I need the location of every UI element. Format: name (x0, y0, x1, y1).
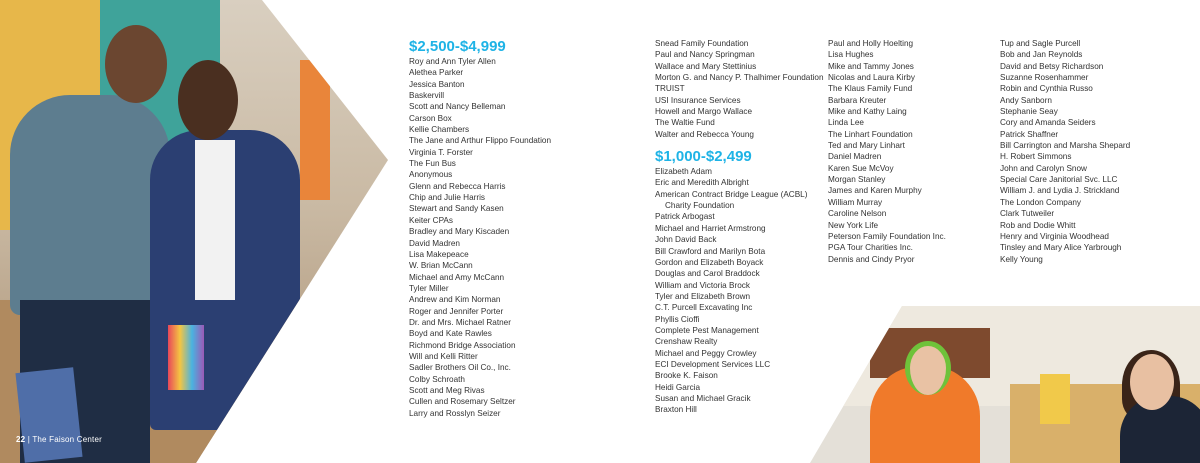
donor-name: Lisa Makepeace (409, 249, 469, 259)
donor-name: Robin and Cynthia Russo (1000, 84, 1093, 94)
classroom-chair (1040, 374, 1070, 424)
photo-teacher-head (1130, 354, 1174, 410)
donor-name: Alethea Parker (409, 68, 464, 78)
donor-name: Eric and Meredith Albright (655, 178, 749, 188)
donor-name: Chip and Julie Harris (409, 193, 485, 203)
donor-name: Karen Sue McVoy (828, 163, 894, 173)
photo-person-man-head (105, 25, 167, 103)
donor-name: Paul and Holly Hoelting (828, 39, 914, 48)
donor-name: Kelly Young (1000, 254, 1043, 264)
donor-name: Gordon and Elizabeth Boyack (655, 257, 764, 267)
donor-name: Tup and Sagle Purcell (1000, 39, 1081, 48)
donor-name: Keiter CPAs (409, 215, 453, 225)
donor-name: Roger and Jennifer Porter (409, 306, 504, 316)
donor-name: Henry and Virginia Woodhead (1000, 231, 1109, 241)
donor-name: Phyllis Cioffi (655, 314, 700, 324)
donor-list-col4 (1000, 38, 1130, 265)
donor-name: Walter and Rebecca Young (655, 129, 754, 139)
donor-name: Kellie Chambers (409, 125, 470, 135)
donor-name: William J. and Lydia J. Strickland (1000, 186, 1120, 196)
donor-name: Stewart and Sandy Kasen (409, 204, 504, 214)
donor-name: Scott and Nancy Belleman (409, 102, 506, 112)
donor-name: H. Robert Simmons (1000, 152, 1072, 162)
donor-name: The Jane and Arthur Flippo Foundation (409, 136, 552, 146)
graduation-photo (0, 0, 390, 463)
rainbow-gift-bag (168, 325, 204, 390)
page-footer (16, 435, 102, 444)
donor-name: Snead Family Foundation (655, 39, 749, 48)
donor-name: Susan and Michael Gracik (655, 393, 751, 403)
donor-name: Howell and Margo Wallace (655, 107, 753, 117)
donor-name: Braxton Hill (655, 405, 697, 415)
donor-name: Michael and Peggy Crowley (655, 348, 757, 358)
donor-name: Barbara Kreuter (828, 95, 887, 105)
donor-name: Will and Kelli Ritter (409, 351, 478, 361)
donor-name: Andy Sanborn (1000, 95, 1052, 105)
donor-name: Heidi Garcia (655, 382, 701, 392)
org-name: The Faison Center (32, 435, 102, 444)
donor-name: Tyler Miller (409, 283, 449, 293)
donor-name: Wallace and Mary Stettinius (655, 61, 757, 71)
donor-name: Linda Lee (828, 118, 864, 128)
donor-name: Virginia T. Forster (409, 147, 473, 157)
donor-name: Sadler Brothers Oil Co., Inc. (409, 363, 511, 373)
donor-name: Mike and Tammy Jones (828, 61, 914, 71)
donor-column-1 (409, 38, 551, 419)
donor-name: Richmond Bridge Association (409, 340, 516, 350)
donor-name: TRUIST (655, 84, 685, 94)
donor-name: Douglas and Carol Braddock (655, 269, 760, 279)
donor-name: Glenn and Rebecca Harris (409, 181, 506, 191)
donor-column-4 (1000, 38, 1130, 265)
donor-name: John David Back (655, 235, 717, 245)
donor-name: Elizabeth Adam (655, 167, 712, 177)
donor-name: Clark Tutweiler (1000, 209, 1055, 219)
donor-name: Larry and Rosslyn Seizer (409, 408, 501, 418)
donor-name: Crenshaw Realty (655, 337, 718, 347)
page-number: 22 (16, 435, 26, 444)
donor-name: Cullen and Rosemary Seltzer (409, 397, 516, 407)
classroom-photo (810, 306, 1200, 463)
donor-list-col2-top (655, 38, 824, 140)
donor-name: Charity Foundation (665, 201, 735, 211)
photo-person-graduate-head (178, 60, 238, 140)
donor-list-col3 (828, 38, 946, 265)
footer-divider: | (27, 435, 31, 444)
donor-name: William Murray (828, 197, 883, 207)
donor-name: Ted and Mary Linhart (828, 141, 905, 151)
donor-name: Roy and Ann Tyler Allen (409, 57, 496, 66)
donor-name: Anonymous (409, 170, 453, 180)
donor-name: Andrew and Kim Norman (409, 295, 501, 305)
donor-name: David Madren (409, 238, 460, 248)
donor-name: Daniel Madren (828, 152, 882, 162)
congrats-grad-bag (15, 367, 82, 463)
donor-list-col1 (409, 56, 551, 419)
donor-name: The Linhart Foundation (828, 129, 913, 139)
donor-name: Tyler and Elizabeth Brown (655, 291, 751, 301)
donor-name: The Fun Bus (409, 159, 456, 169)
donor-name: John and Carolyn Snow (1000, 163, 1087, 173)
donor-name: The Klaus Family Fund (828, 84, 913, 94)
donor-name: Morton G. and Nancy P. Thalhimer Foundation (655, 73, 824, 83)
donor-name: Patrick Arbogast (655, 212, 715, 222)
donor-name: Bob and Jan Reynolds (1000, 50, 1083, 60)
tier-heading-1000-2499: $1,000-$2,499 (655, 148, 752, 166)
donor-name: Paul and Nancy Springman (655, 50, 755, 60)
donor-name: PGA Tour Charities Inc. (828, 243, 913, 253)
donor-name: Brooke K. Faison (655, 371, 718, 381)
donor-name: Peterson Family Foundation Inc. (828, 231, 946, 241)
donor-column-2 (655, 38, 824, 416)
donor-name: Jessica Banton (409, 79, 465, 89)
donor-name: Carson Box (409, 113, 452, 123)
donor-name: Bradley and Mary Kiscaden (409, 227, 510, 237)
photo-person-man-body (10, 95, 170, 315)
donor-name: Nicolas and Laura Kirby (828, 73, 915, 83)
donor-list-col2 (655, 166, 824, 416)
donor-name: The London Company (1000, 197, 1082, 207)
donor-name: Bill Carrington and Marsha Shepard (1000, 141, 1131, 151)
donor-name: Special Care Janitorial Svc. LLC (1000, 175, 1118, 185)
donor-name: Michael and Amy McCann (409, 272, 505, 282)
donor-name: Scott and Meg Rivas (409, 385, 485, 395)
donor-name: Colby Schroath (409, 374, 465, 384)
donor-name: Michael and Harriet Armstrong (655, 223, 766, 233)
photo-person-graduate-shirt (195, 140, 235, 300)
photo-wall-orange (300, 60, 330, 200)
donor-name: William and Victoria Brock (655, 280, 750, 290)
donor-name: Suzanne Rosenhammer (1000, 73, 1089, 83)
donor-name: Mike and Kathy Laing (828, 107, 907, 117)
donor-name: W. Brian McCann (409, 261, 473, 271)
donor-name: Lisa Hughes (828, 50, 874, 60)
donor-name: Dennis and Cindy Pryor (828, 254, 915, 264)
donor-name: Dr. and Mrs. Michael Ratner (409, 317, 511, 327)
donor-name: Baskervill (409, 91, 445, 101)
donor-name: USI Insurance Services (655, 95, 741, 105)
donor-name: The Waltie Fund (655, 118, 715, 128)
donor-name: James and Karen Murphy (828, 186, 922, 196)
donor-name: Tinsley and Mary Alice Yarbrough (1000, 243, 1122, 253)
donor-name: Patrick Shaffner (1000, 129, 1059, 139)
donor-name: Caroline Nelson (828, 209, 887, 219)
donor-name: Stephanie Seay (1000, 107, 1058, 117)
donor-name: C.T. Purcell Excavating Inc (655, 303, 753, 313)
donor-name: Complete Pest Management (655, 325, 759, 335)
donor-name: Morgan Stanley (828, 175, 886, 185)
donor-name: David and Betsy Richardson (1000, 61, 1104, 71)
donor-name: Cory and Amanda Seiders (1000, 118, 1096, 128)
donor-name: Bill Crawford and Marilyn Bota (655, 246, 766, 256)
donor-column-3 (828, 38, 946, 265)
photo-student-headphones (905, 341, 951, 395)
donor-name: American Contract Bridge League (ACBL) (655, 189, 808, 199)
donor-name: New York Life (828, 220, 879, 230)
donor-name: Rob and Dodie Whitt (1000, 220, 1076, 230)
tier-heading-2500-4999: $2,500-$4,999 (409, 38, 506, 55)
donor-name: Boyd and Kate Rawles (409, 329, 492, 339)
donor-name: ECI Development Services LLC (655, 359, 771, 369)
